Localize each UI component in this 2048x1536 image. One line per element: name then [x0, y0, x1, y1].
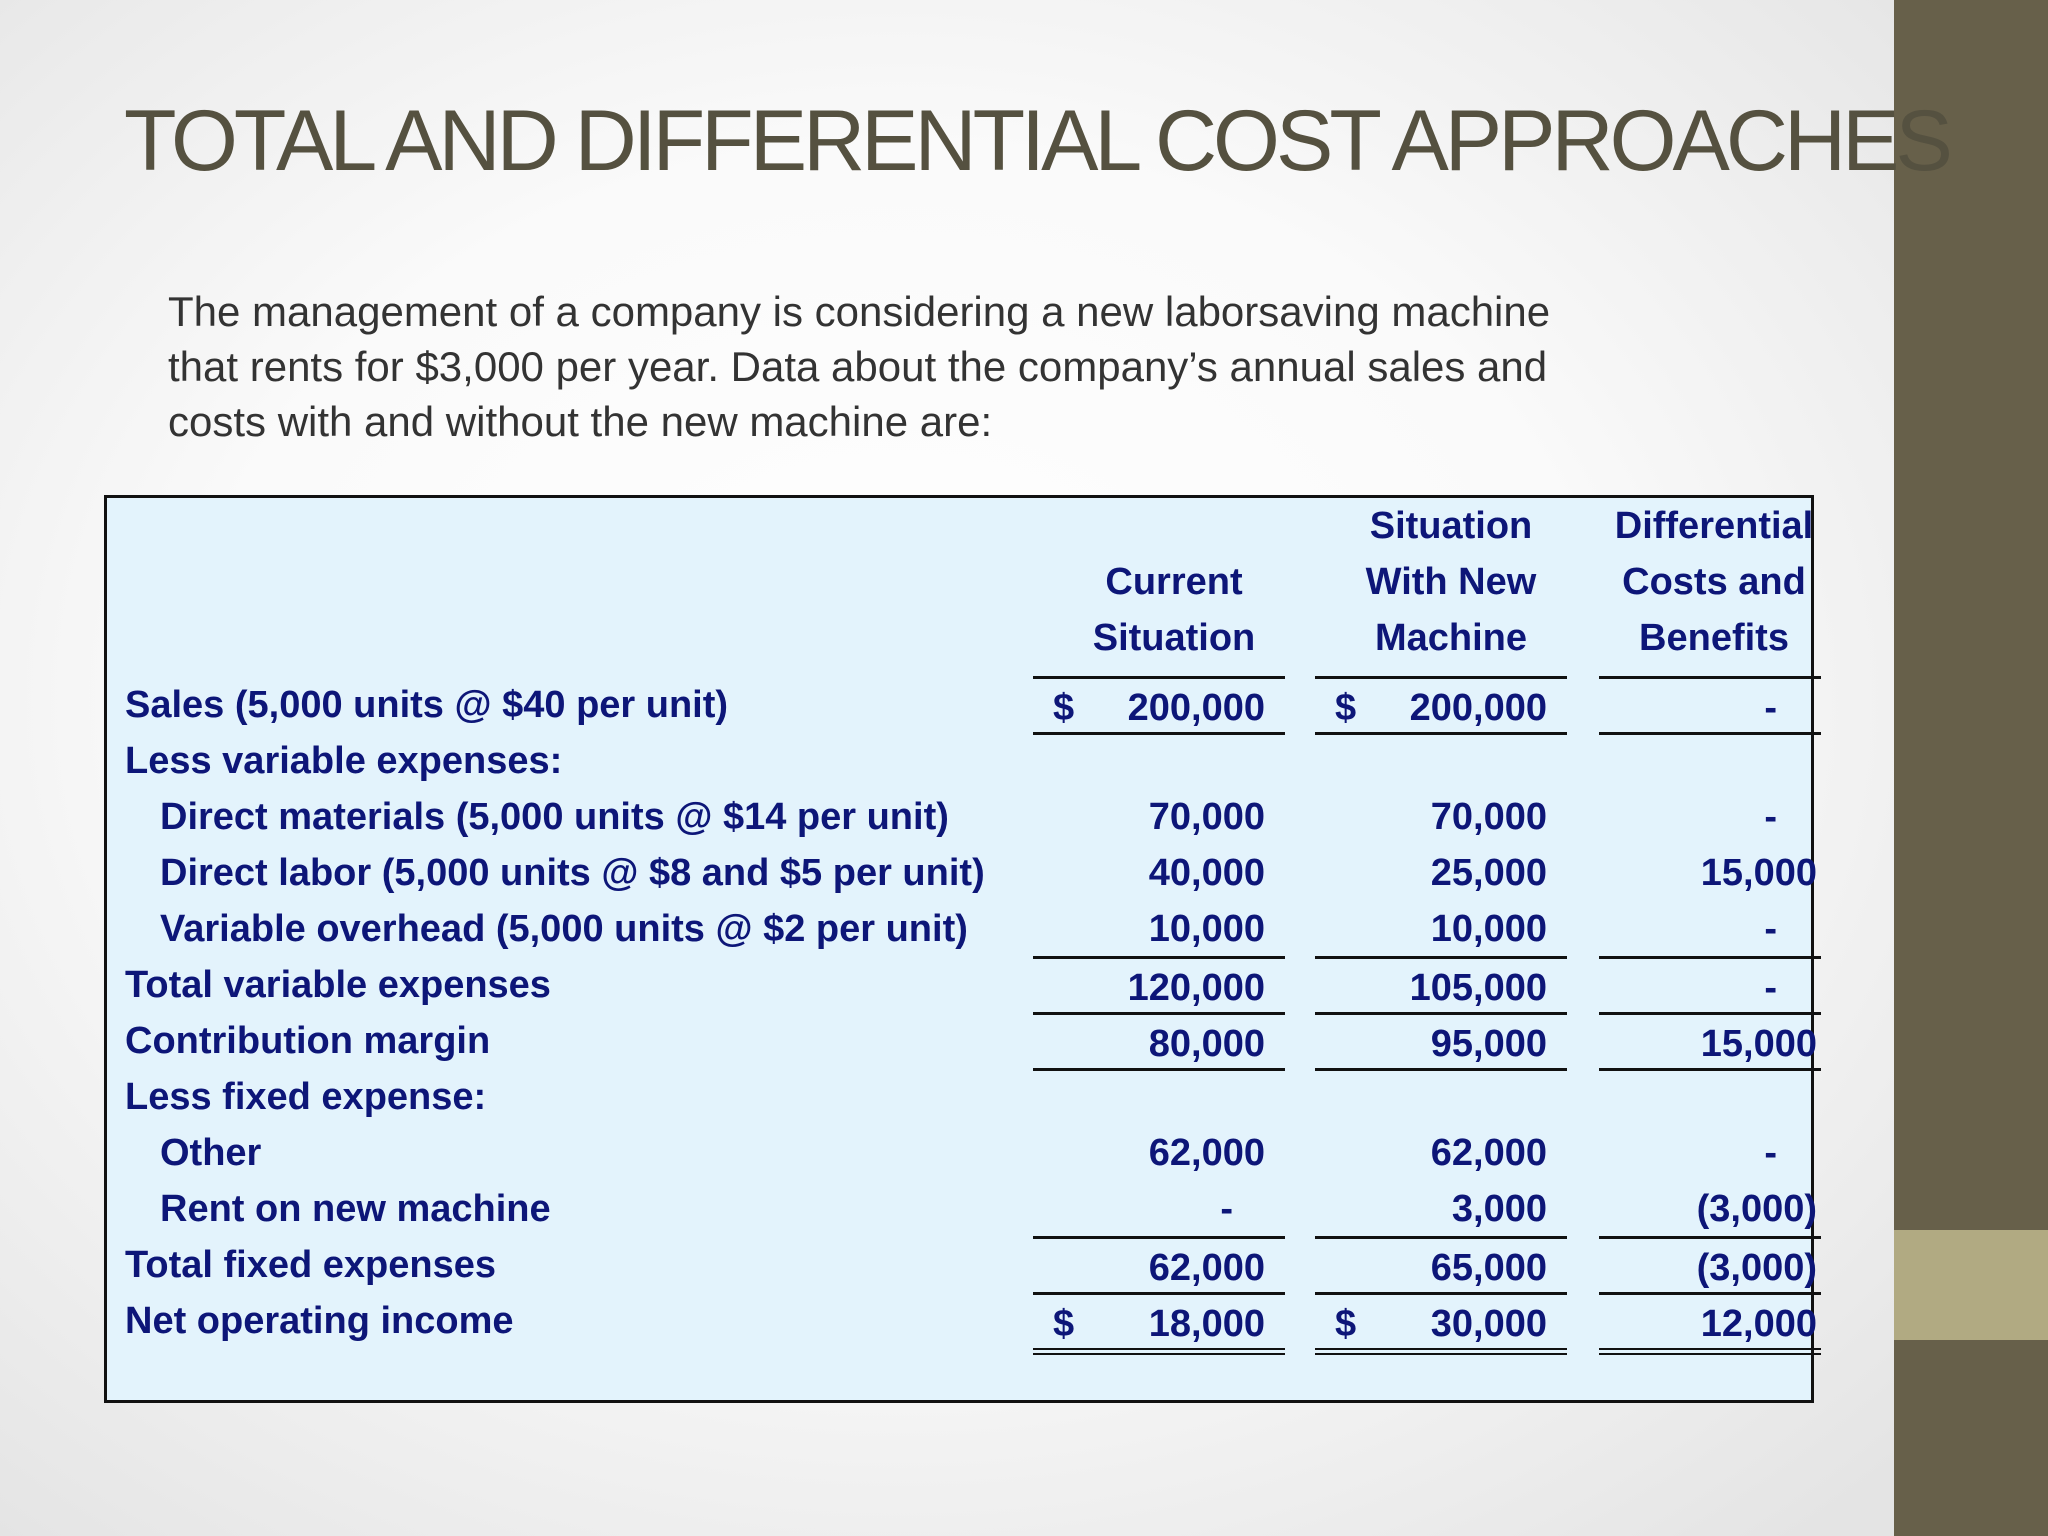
row-label: Variable overhead (5,000 units @ $2 per unit) [160, 908, 968, 950]
new-machine-value: 30,000 [1430, 1303, 1547, 1345]
row-label: Direct materials (5,000 units @ $14 per unit) [160, 796, 949, 838]
table-row [107, 732, 1817, 788]
new-machine-value: 62,000 [1430, 1132, 1547, 1174]
new-machine-value: 95,000 [1430, 1023, 1547, 1065]
current-cell [1033, 956, 1285, 1012]
header-line: Costs and [1622, 561, 1806, 603]
new-machine-value: 70,000 [1430, 796, 1547, 838]
new-machine-cell [1315, 676, 1567, 732]
table-row [107, 676, 1817, 732]
row-label: Sales (5,000 units @ $40 per unit) [125, 684, 729, 726]
header-differential [1607, 498, 1821, 666]
differential-cell [1599, 900, 1821, 956]
decorative-accent-block [1894, 1230, 2048, 1340]
current-value: - [1220, 1188, 1233, 1230]
slide-title: TOTAL AND DIFFERENTIAL COST APPROACHES [124, 93, 1949, 189]
table-row [107, 844, 1817, 900]
differential-cell [1599, 676, 1821, 732]
current-value: 62,000 [1148, 1247, 1265, 1289]
header-line: Situation [1092, 617, 1256, 659]
header-line: Differential [1614, 505, 1814, 547]
current-cell [1033, 1236, 1285, 1292]
new-machine-cell [1315, 956, 1567, 1012]
differential-cell [1599, 1236, 1821, 1292]
section-label: Less variable expenses: [125, 740, 563, 782]
new-machine-value: 25,000 [1430, 852, 1547, 894]
header-line: Benefits [1639, 617, 1789, 659]
row-label: Direct labor (5,000 units @ $8 and $5 per unit) [160, 852, 985, 894]
section-label: Less fixed expense: [125, 1076, 487, 1118]
currency-symbol: $ [1053, 687, 1075, 729]
row-label: Total fixed expenses [125, 1244, 496, 1286]
currency-symbol: $ [1053, 1303, 1075, 1345]
table-row [107, 1012, 1817, 1068]
differential-cell [1599, 1292, 1821, 1355]
row-label: Net operating income [125, 1300, 514, 1342]
current-cell [1033, 676, 1285, 732]
current-cell [1033, 1068, 1285, 1124]
current-value: 18,000 [1148, 1303, 1265, 1345]
new-machine-cell [1315, 1236, 1567, 1292]
header-line: Machine [1374, 617, 1528, 659]
header-situation-with-new-machine [1353, 498, 1549, 666]
current-value: 62,000 [1148, 1132, 1265, 1174]
new-machine-value: 105,000 [1409, 967, 1547, 1009]
table-row [107, 788, 1817, 844]
current-value: 10,000 [1148, 908, 1265, 950]
differential-value: (3,000) [1696, 1247, 1817, 1289]
differential-cell [1599, 1180, 1821, 1236]
table-row [107, 1068, 1817, 1124]
header-line: Situation [1369, 505, 1533, 547]
new-machine-cell [1315, 1012, 1567, 1068]
current-cell [1033, 788, 1285, 844]
current-cell [1033, 1012, 1285, 1068]
currency-symbol: $ [1335, 1303, 1357, 1345]
row-label: Other [160, 1132, 262, 1174]
differential-value: 15,000 [1700, 852, 1817, 894]
current-value: 70,000 [1148, 796, 1265, 838]
current-cell [1033, 1292, 1285, 1355]
differential-value: - [1764, 1132, 1777, 1174]
header-line: With New [1365, 561, 1537, 603]
table-row [107, 1292, 1817, 1348]
current-cell [1033, 844, 1285, 900]
table-row [107, 1124, 1817, 1180]
differential-cell [1599, 1012, 1821, 1068]
new-machine-cell [1315, 844, 1567, 900]
current-value: 40,000 [1148, 852, 1265, 894]
cost-comparison-table [104, 495, 1817, 1403]
current-cell [1033, 900, 1285, 956]
differential-cell [1599, 732, 1821, 788]
differential-cell [1599, 1068, 1821, 1124]
table-row [107, 1180, 1817, 1236]
differential-cell [1599, 956, 1821, 1012]
differential-value: (3,000) [1696, 1188, 1817, 1230]
current-cell [1033, 732, 1285, 788]
new-machine-cell [1315, 732, 1567, 788]
current-value: 120,000 [1127, 967, 1265, 1009]
differential-value: - [1764, 967, 1777, 1009]
new-machine-cell [1315, 900, 1567, 956]
currency-symbol: $ [1335, 687, 1357, 729]
header-line: Current [1105, 561, 1243, 603]
new-machine-value: 200,000 [1409, 687, 1547, 729]
current-cell [1033, 1124, 1285, 1180]
new-machine-cell [1315, 1124, 1567, 1180]
new-machine-value: 3,000 [1451, 1188, 1547, 1230]
table-row [107, 900, 1817, 956]
row-label: Contribution margin [125, 1020, 491, 1062]
row-label: Total variable expenses [125, 964, 551, 1006]
row-label: Rent on new machine [160, 1188, 551, 1230]
differential-cell [1599, 1124, 1821, 1180]
current-cell [1033, 1180, 1285, 1236]
differential-value: 15,000 [1700, 1023, 1817, 1065]
new-machine-value: 10,000 [1430, 908, 1547, 950]
differential-cell [1599, 844, 1821, 900]
current-value: 200,000 [1127, 687, 1265, 729]
differential-value: - [1764, 796, 1777, 838]
new-machine-cell [1315, 788, 1567, 844]
current-value: 80,000 [1148, 1023, 1265, 1065]
table-row [107, 956, 1817, 1012]
differential-value: - [1764, 908, 1777, 950]
differential-cell [1599, 788, 1821, 844]
differential-value: - [1764, 687, 1777, 729]
header-current-situation [1081, 554, 1267, 666]
new-machine-value: 65,000 [1430, 1247, 1547, 1289]
intro-paragraph: The management of a company is considering a new laborsaving machine that rents for $3,000 per year. Data about the company’s annual sales and costs with and without the new machine are: [168, 288, 1551, 445]
table-row [107, 1236, 1817, 1292]
new-machine-cell [1315, 1068, 1567, 1124]
new-machine-cell [1315, 1292, 1567, 1355]
new-machine-cell [1315, 1180, 1567, 1236]
differential-value: 12,000 [1700, 1303, 1817, 1345]
